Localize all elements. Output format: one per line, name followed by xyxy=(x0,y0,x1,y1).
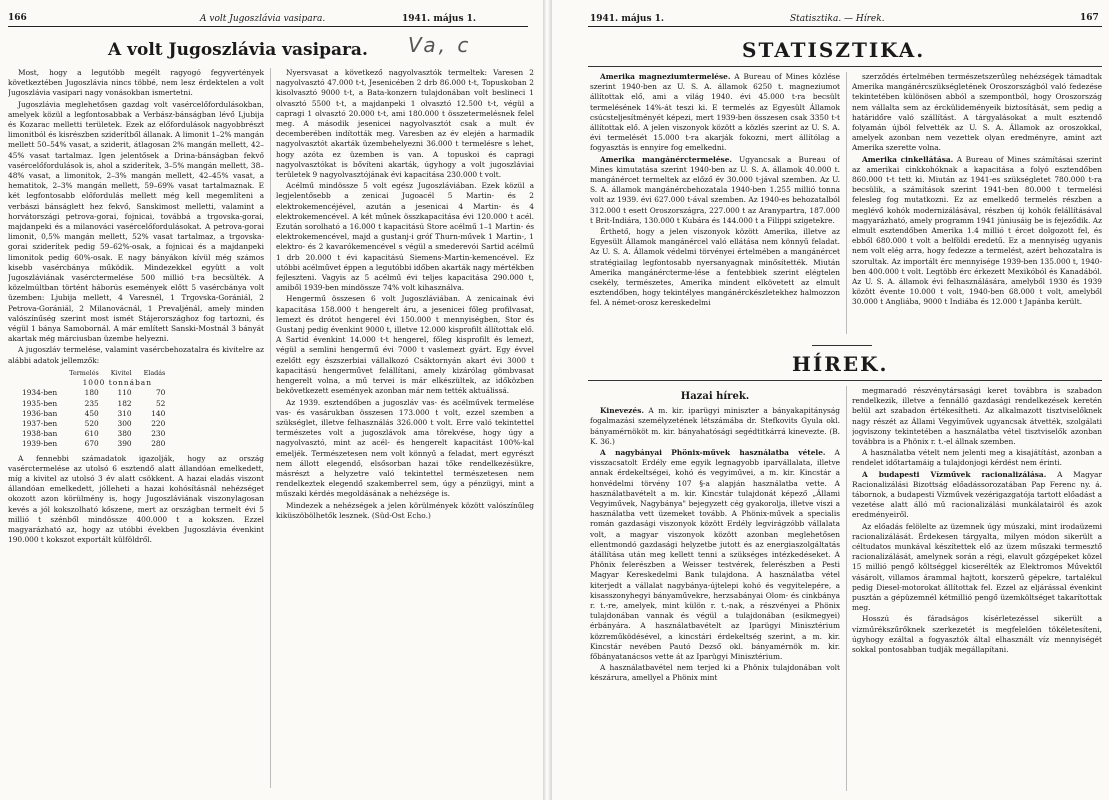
handwritten-note: Va, c xyxy=(408,33,472,57)
table-row: 1934-ben 180 110 70 xyxy=(22,388,166,398)
item-heading: Amerika cinkellátása. xyxy=(862,154,954,164)
page-date: 1941. május 1. xyxy=(590,14,665,24)
running-title: Statisztika. — Hírek. xyxy=(790,14,885,24)
paragraph: A használatbavétel nem terjed ki a Phönix tulajdonában volt készárura, amellyel a Phönix mint xyxy=(590,663,840,683)
table-row: 1935-ben 235 182 52 xyxy=(22,398,166,408)
running-title: A volt Jugoszlávia vasipara. xyxy=(200,14,326,24)
table-header xyxy=(22,368,63,378)
paragraph: Érthető, hogy a jelen viszonyok között Amerika, illetve az Egyesült Államok mangánércel való ellátása nem könnyű feladat. Az U. S. A. Államok védelmi törvényei értelmében a mangánércet stratégiailag legfontosabb nyersanyagnak minősítették. Miután Amerika mangánércterme-lése a fentebbiek szerint elégtelen csekély, természetes, Amerika mindent elkövetett az elmult esztendőben, hogy tekintélyes mangánérckészletekhez halmozzon fel. A német-orosz kereskedelmi xyxy=(590,227,840,308)
item-heading: Kinevezés. xyxy=(600,406,644,416)
article-title: A volt Jugoszlávia vasipara. xyxy=(108,40,368,60)
right-page xyxy=(552,0,1109,800)
header-rule xyxy=(8,26,528,27)
item-heading: Amerika mangánérctermelése. xyxy=(600,154,732,164)
book-gutter xyxy=(543,0,552,800)
page-date: 1941. május 1. xyxy=(402,14,477,24)
right-column-3: Hazai hírek. Kinevezés. A m. kir. iparügyi miniszter a bányakapitányság fogalmazási személyzetének létszámába dr. Stefkovits Gyula okl. bányamérnököt m. kir. bányahatósági segédtitkárrá kinevezte. (B. K. 36.) A nagybányai Phönix-művek használatba vétele. A visszacsatolt Erdély eme egyik legnagyobb iparvállalata, illetve annak érdekeltségei, kohó és vegyiművei, a m. kir. Kincstár a honvédelmi törvény 107 §-a alapján használatba vette. A használatbavételt a m. kir. Kincstár tulajdonát képező „Állami Vegyiművek, Nagybánya" bejegyzett cég gyakorolja, illetve viszi a használatba vett üzemeket tovább. A Phönix-művek a specialis román gazdasági viszonyok között Erdély legvirágzóbb vállalata volt, a magyar viszonyok között azonban meglehetősen ellentmondó gazdasági helyzetbe jutott és az energiaszolgáltatás átállítása után meg kellett tenni a szükséges intézkedéseket. A Phönix felerészben a Weisser testvérek, felerészben a Pesti Magyar Kereskedelmi Bank tulajdona. A használatba vétel kiterjedt a vállalat nagybánya-újtelepi kohó és vegyitelepére, a kisasszonyhegyi bányaművekre, herzsabányai Olom- és cinkbánya r. t.-re, amelyek, mint külön r. t.-nak, a részvényei a Phönix tulajdonában vannak és végül a tulajdonában (esikmegyei) érbányára. A használatbavételt az Iparügyi Minisztérium közreműködésével, a kincstári érdekeltség szerint, a m. kir. Kincstár nevében Pautó Dezső okl. bányamérnök m. kir. főbányatanácsos vette át az Iparügyi Minisztérium. A használatbavétel nem terjed ki a Phönix tulajdonában volt készárura, amellyel a Phönix mint xyxy=(590,391,840,683)
production-table xyxy=(22,368,171,450)
column-divider xyxy=(270,68,271,788)
table-row: 1937-ben 520 300 220 xyxy=(22,418,166,428)
table-header: Eladás xyxy=(143,368,166,377)
table-header: Termelés xyxy=(69,368,99,377)
table-row: 1938-ban 610 380 230 xyxy=(22,429,166,439)
right-column-2: szerződés értelmében természetszerűleg nehézségek támadtak Amerika mangánércszükségletének Oroszországból való fedezése tekintetében különösen abból a szempontból, hogy Oroszország nem vállalta sem az érckülideményeik biztosítását, sem pedig a határidőre való szállítást. A tárgyalásokat a mult esztendő folyamán újból felvették az U. S. A. Államok az oroszokkal, amelyek azonban nem vezettek olyan eredményre, amint azt Amerika szerette volna. Amerika cinkellátása. A Bureau of Mines számításai szerint az amerikai cinkkohóknak a kapacitása a folyó esztendőben 860.000 t-t tett ki. Miután az 1941-es szükségletet 780.000 t-ra becsülik, a számítások szerint 1941-ben 80.000 t termelési felesleg fog mutatkozni. Ez az emelkedő termelés részben a meglévő kohók modernizálásával, részben új kohók felállításával magyarázható, amely programm 1941 júniusáig be is fejeződik. Az elmult esztendőben Amerika 1.4 millió t ércet dolgozott fel, és ebből 680.000 t volt a belföldi eredetű. Ez a mennyiség ugyanis nem volt elég arra, hogy fedezze a termelést, azért behozatalra is szorultak. Az importált érc mennyisége 1939-ben 135.000 t, 1940-ben 400.000 t volt. Legtöbb érc érkezett Mexikóból és Kanadából. Az U. S. A. államok évi felhasználására, amelyből 1930 és 1939 között évente 10.000 t volt, 1940-ben 68.000 t volt, amelyből 30.000 t Angliába, 9000 t Indiába és 12.000 t Japánba került. xyxy=(852,72,1102,307)
right-column-4: megmaradó részvénytársasági keret továbbra is szabadon rendelkezik, illetve a fennálló gazdasági rendelkezések keretén belül azt szabadon értékesítheti. Az alkalmazott tisztviselőknek nagy részét az Állami Vegyiművek ugyancsak átvették, szolgálati jogviszony tekintetében a használatba vétel tisztviselők azonban továbbra is a Phönix r. t.-el állnak szemben. A használatba vételt nem jelenti meg a kisajátítást, azonban a rendelet időtartamáig a tulajdonjogi kérdést nem érinti. A budapesti Vízművek racionalizálása. A Magyar Racionalizálási Bizottság előadássorozatában Pap Ferenc ny. á. tábornok, a budapesti Vízművek vezérigazgatója tartott előadást a vezetése alatt álló mű racionalizálási munkálatairól és azok eredményeiről. Az előadás felölelte az üzemnek úgy múszaki, mint irodaüzemi racionalizálását. Érdekesen tárgyalta, milyen módon sikerült a céltudatos munkával készítettek elő az üzem műszaki termesztő racionalizálását, amelynek során a régi, elavult gőzgépeket közel 15 millió pengő költséggel kicserélték az Elektromos Művektől vásárolt, villamos árammal hajtott, korszerű gépekre, tartalékul pedig Diesel-motorokat állítottak fel. Ezzel az eljárással évenkint pusztán a gépüzemnél kétmillió pengő üzemköltséget takarítottak meg. Hosszú és fáradságos kísérletezéssel sikerült a vízműrékszűrőknek szerkezetét is megfelelően tökéletesíteni, úgyhogy ezáltal a fogyasztók által elhasznált víz mennyiségét sokkal pontosabban tudják megállapítani. xyxy=(852,386,1102,655)
subsection-title: Hazai hírek. xyxy=(680,391,750,402)
section-rule xyxy=(588,380,1102,381)
paragraph: A használatba vételt nem jelenti meg a kisajátítást, azonban a rendelet időtartamáig a tulajdonjogi kérdést nem érinti. xyxy=(852,448,1102,468)
table-unit: 1000 tonnában xyxy=(82,378,152,388)
left-column-1 xyxy=(8,68,264,798)
column-divider xyxy=(846,386,847,791)
paragraph: Jugoszlávia meglehetősen gazdag volt vasércelőfordulásokban, amelyek közül a legfontosabbak a Verbász-bánságban lévő Ljubija és Kozarac melletti területek. Ezek az előfordulások nagyobbrészt limonitból és kisrészben sziderítből állanak. A limonit 1–2% mangán mellett 50–54% vasat, a sziderit, átlagosan 2% mangán mellett, 42–45% vasat tartalmaz. Igen jelentősek a Drina-bánságban fekvő vasércelőfordulások is, ahol a sziderítek, 3–5% mangán mellett, 38–48% vasat, a limonitok, 2–3% mangán mellett, 42–45% vasat, a hematitok, 2–3% mangán mellett, 59–69% vasat tartalmaznak. E két legfontosabb előfordulás mellett még kell megemlíteni a verbászi bánságlett hez fekvő, Sanskimost melletti, valamint a horvátországi petrova-gorai, fojnicai, továbbá a trgovska-gorai, majdanpeki és a milanováci vasércelőfordulásokat. A petrova-gorai limonit, 0,5% mangán mellett, 52% vasat tartalmaz, a trgovska-gorai sziderítek pedig 59–62%-osak, a fojnicai és a majdanpeki limonitok pedig 60%-osak. E nagy bányákon kívül még számos kisebb vasércbánya működik. Mindezekkel együtt a volt Jugoszláviának vasérctermelése 500 millió t-ra becsülték. A közelmúltban történt háborús események előtt 5 vasércbánya volt üzemben: Ljubija mellett, 4 Varesnél, 1 Trgovska-Gorániál, 2 Petrova-Gorániál, 2 Milanovácnál, 1 Prevaljénál, amely minden valószínűség szerint most ismét Stájerországhoz fog tartozni, és végül 1 bánya Samobornál. A már említett Sanski-Mostnál 3 bányát akartak még márciusban üzembe helyezni. xyxy=(8,99,264,344)
table-row: 1939-ben 670 390 280 xyxy=(22,439,166,449)
right-column-1: Amerika magneziumtermelése. A Bureau of Mines közlése szerint 1940-ben az U. S. A. államok 6250 t. magneziumot állítottak elő, ami a világ 1940. évi 45.000 t-ra becsült termelésének 14%-át teszi ki. E termelés az Egyesült Államok csúcsteljesítményét képezi, mert 1939-ben összesen csak 3350 t-t állítottak elő. A jelen viszonyok között a közlés szerint az U. S. A. évi termelését 15.000 t-ra akarják fokozni, mert állítólag a fogyasztás is ennyire fog emelkedni. Amerika mangánérctermelése. Ugyancsak a Bureau of Mines kimutatása szerint 1940-ben az U. S. A. államok 40.000 t. mangánércet termeltek az előző év 30.000 t-jával szemben. Az U. S. A. államok mangánércbehozatala 1940-ben 1.255 millió tonna volt az 1939. évi 627.000 t-ával szemben. Az 1940-es behozatalból 312.000 t esett Oroszországra, 227.000 t az Aranypartra, 187.000 t Brit-Indiára, 130.000 t Kubára és 144.000 t a Filippi szigetekre. Érthető, hogy a jelen viszonyok között Amerika, illetve az Egyesült Államok mangánércel való ellátása nem könnyű feladat. Az U. S. A. Államok védelmi törvényei értelmében a mangánércet stratégiailag legfontosabb nyersanyagnak minősítették. Miután Amerika mangánércterme-lése a fentebbiek szerint elégtelen csekély, természetes, Amerika mindent elkövetett az elmult esztendőben, hogy tekintélyes mangánérckészletekhez halmozzon fel. A német-orosz kereskedelmi xyxy=(590,72,840,308)
left-column-2 xyxy=(276,68,534,798)
table-header-row xyxy=(22,368,171,378)
short-rule xyxy=(812,345,872,346)
paragraph: megmaradó részvénytársasági keret továbbra is szabadon rendelkezik, illetve a fennálló gazdasági rendelkezések keretén belül azt szabadon értékesítheti. Az alkalmazott tisztviselőknek nagy részét az Állami Vegyiművek ugyancsak átvették, szolgálati jogviszony tekintetében a használatba vétel tisztviselők azonban továbbra is a Phönix r. t.-el állnak szemben. xyxy=(852,386,1102,447)
section-title-hirek: HÍREK. xyxy=(792,352,889,376)
paragraph: szerződés értelmében természetszerűleg nehézségek támadtak Amerika mangánércszükségletének Oroszországból való fedezése tekintetében különösen abból a szempontból, hogy Oroszország nem vállalta sem az érckülideményeik biztosítását, sem pedig a határidőre való szállítást. A tárgyalásokat a mult esztendő folyamán újból felvették az U. S. A. Államok az oroszokkal, amelyek azonban nem vezettek olyan eredményre, amint azt Amerika szerette volna. xyxy=(852,72,1102,153)
paragraph: Most, hogy a legutóbb megélt ragyogó fegyvertények következtében Jugoszlávia nincs többé, nem lesz érdektelen a volt Jugoszlávia vasipari nagy vonásokban ismertetni. xyxy=(8,68,264,98)
paragraph: Hengermű összesen 6 volt Jugoszláviában. A zenicainak évi kapacitása 158.000 t hengerelt áru, a jesenicei főleg profilvasat, lemezt és drótot hengerel évi 150.000 t mennyiségben, Stor és Gustanj pedig évenkint 9000 t, illetve 12.000 kisprofilt állítottak elő. A Sartid évenkint 14.000 t-t hengerel, főleg kisprofilt és lemezt, végül a semlini hengermű évi 7000 t vaslemezt gyárt. Egy évvel ezelőtt egy észszerbiai vállalkozó Csáktornyán akart évi 3000 t kapacitású hengerművet felállítani, amely kizárólag gömbvasat hengerelt volna, a mű tervei is már elkészültek, az időközben bekövetkezett események azonban már nem tették aktuálissá. xyxy=(276,294,534,396)
column-divider xyxy=(846,72,847,334)
paragraph: Acélmű mindössze 5 volt egész Jugoszláviában. Ezek közül a legjelentősebb a zenicai Jugoacél 5 Martin- és 2 elektrokemencéjével, azután a jesenicai 4 Martin- és 4 elektrokemencével. A két műnek összkapacitása évi 120.000 t acél. Ezután sorolható a 16.000 t kapacitású Store acélmű 1–1 Martin- és elektrokemencével, majd a gustanj-i gróf Thurn-művek 1 Martin-, 1 elektro- és 2 kavarókemencével s végül a smederevói Sartid acélmű 1 drb 20.000 t évi kapacitású Siemens-Martin-kemencével. Ez utóbbi acélművet éppen a legutóbbi időben akarták nagy mértékben fejleszteni. Vagyis az 5 acélmű évi teljes kapacitása 290.000 t, amiből 1939-ben mindössze 74% volt kihasználva. xyxy=(276,181,534,293)
table-row: 1936-ban 450 310 140 xyxy=(22,408,166,418)
header-rule xyxy=(588,26,1102,27)
item-heading: Amerika magneziumtermelése. xyxy=(600,72,731,81)
page-number: 167 xyxy=(1080,13,1099,23)
table-header: Kivitel xyxy=(110,368,132,377)
paragraph: Nyersvasat a következő nagyolvasztók termeltek: Varesen 2 nagyolvasztó 47.000 t-t, Jesenicében 2 drb 86.000 t-t, Topuskoban 2 kisolvasztó 9000 t-t, a Bata-konzern tulajdonában volt beslineci 1 olvasztó 5500 t-t, a majdanpeki 1 olvasztó 12.500 t-t, végül a capragi 1 olvasztó 20.000 t-t, ami 180.000 t összetermelésnek felel meg. A második jesenicei nagyolvasztót csak a mult év decemberében indították meg. Varesben az év elején a harmadik nagyolvasztót akarták üzembehelyezni 36.000 t termelésre s lehet, hogy azóta ez üzemben is van. A topuskoi és capragi nagyolvasztókat is bővíteni akarták, úgyhogy a volt jugoszláviai területek 9 nagyolvasztójának évi kapacitása 230.000 t volt. xyxy=(276,68,534,180)
paragraph: Mindezek a nehézségek a jelen körülmények között valószínűleg kiküszöbölhetők lesznek. (Süd-Ost Echo.) xyxy=(276,500,534,520)
left-page xyxy=(0,0,543,800)
section-title-statisztika: STATISZTIKA. xyxy=(742,38,926,62)
paragraph: Az előadás felölelte az üzemnek úgy múszaki, mint irodaüzemi racionalizálását. Érdekesen tárgyalta, milyen módon sikerült a céltudatos munkával készítettek elő az üzem műszaki termesztő racionalizálását, amelynek során a régi, elavult gőzgépeket közel 15 millió pengő költséggel kicserélték az Elektromos Művektől vásárolt, villamos árammal hajtott, korszerű gépekre, tartalékul pedig Diesel-motorokat állítottak fel. Ezzel az eljárással évenkint pusztán a gépüzemnél kétmillió pengő üzemköltséget takarítottak meg. xyxy=(852,521,1102,613)
paragraph: A fennebbi számadatok igazolják, hogy az ország vasérctermelése az utolsó 6 esztendő alatt állandóan emelkedett, míg a kivitel az utolsó 3 év alatt csökkent. A hazai eladás viszont állandóan emelkedett, jólleheti a hazai kohósításnál nehézséget okozott azon körülmény is, hogy Jugoszláviának viszonylagosan kevés a jól kokszolható kőszene, mert az országban termelt évi 5 millió t szénből mindössze 400.000 t a kokszen. Ezzel magyarázható az, hogy az utóbbi években Jugoszlávia évenkint 190.000 t kokszot exportált külföldről. xyxy=(8,453,264,545)
page-number: 166 xyxy=(8,13,27,23)
paragraph: A jugoszláv termelése, valamint vasércbehozatalra és kivitelre az alábbi adatok jellemzők: xyxy=(8,345,264,365)
item-heading: A nagybányai Phönix-művek használatba vétele. xyxy=(600,448,826,458)
item-heading: A budapesti Vízművek racionalizálása. xyxy=(862,469,1047,479)
paragraph: Az 1939. esztendőben a jugoszláv vas- és acélművek termelése vas- és vasárukban összesen 173.000 t volt, ezzel szemben a szükséglet, illetve felhasználás 326.000 t volt. Erre való tekintettel természetes volt a jugoszlávok ama törekvése, hogy úgy a nagyolvasztó, mint az acél- és hengerelt kapacitást 100%-kal emeljék. Természetesen nem volt könnyű a feladat, mert egyrészt nem állott elegendő, elsősorban hazai tőke rendelkezésükre, másrészt a helyzetre való tekintettel természetesen nem rendelkeztek elegendő szakemberrel sem, úgy a pénzügyi, mint a műszaki kérdés megoldásának a nehézsége is. xyxy=(276,397,534,499)
paragraph: Hosszú és fáradságos kísérletezéssel sikerült a vízműrékszűrőknek szerkezetét is megfelelően tökéletesíteni, úgyhogy ezáltal a fogyasztók által elhasznált víz mennyiségét sokkal pontosabban tudják megállapítani. xyxy=(852,614,1102,655)
section-rule xyxy=(588,66,1102,67)
